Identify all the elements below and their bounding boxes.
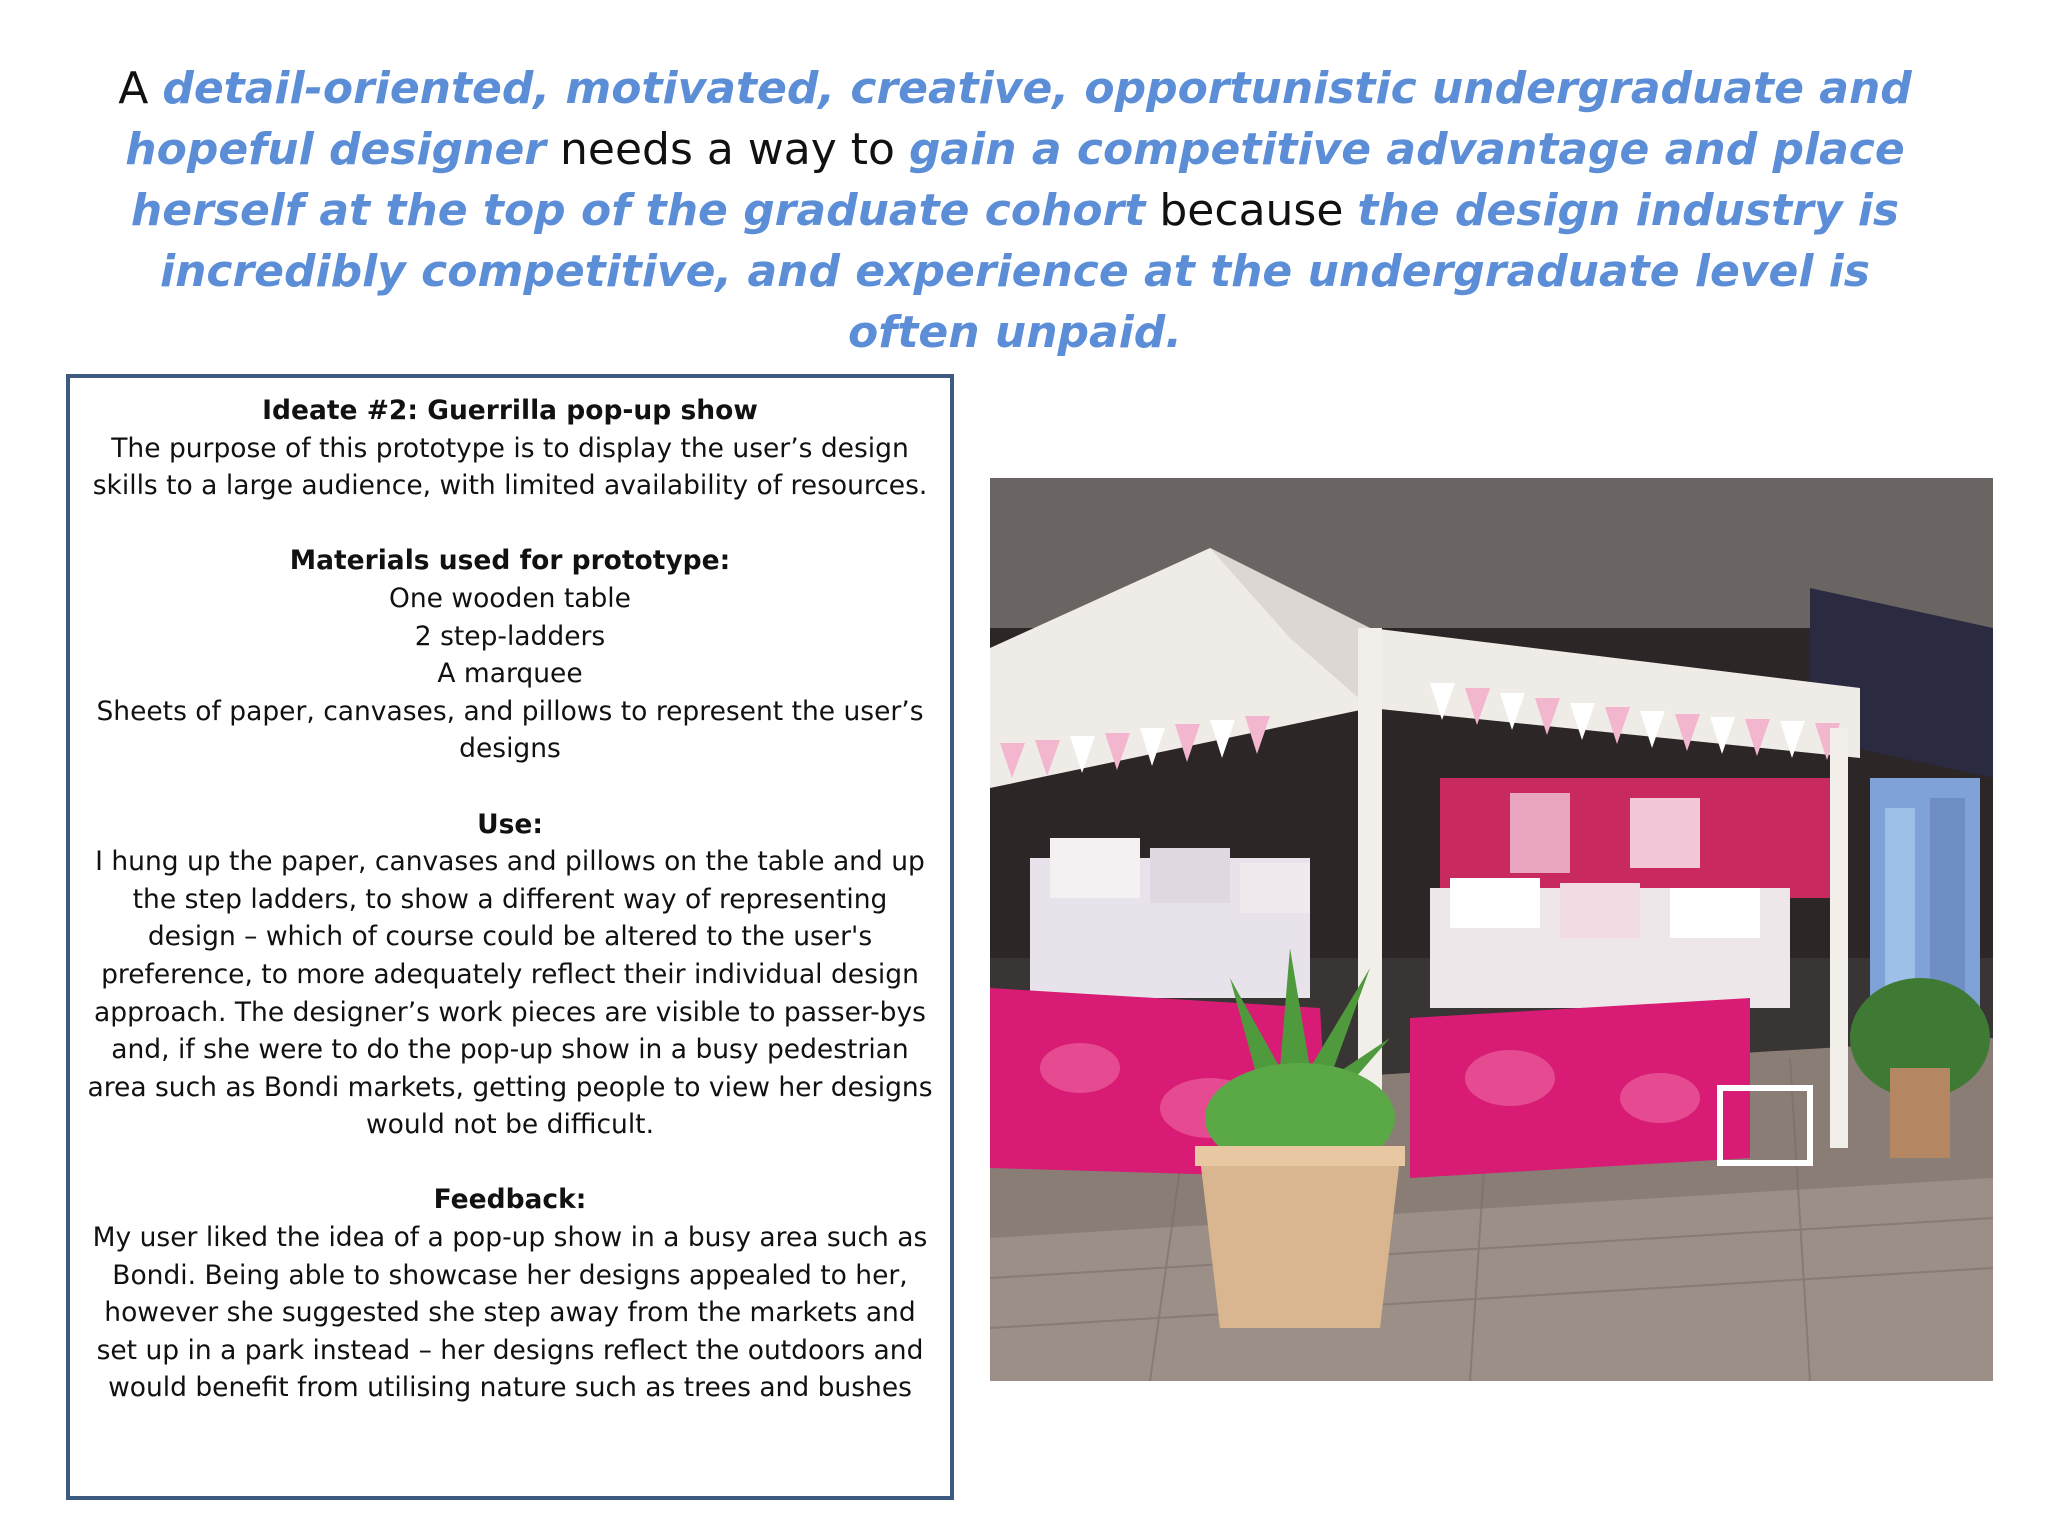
prototype-title: Ideate #2: Guerrilla pop-up show	[262, 395, 758, 426]
statement-insight: the design industry is incredibly competitive, and experience at the undergraduate level is often unpaid.	[159, 185, 1900, 358]
spacer	[86, 1144, 934, 1182]
statement-user: detail-oriented, motivated, creative, opportunistic undergraduate and hopeful designer	[125, 63, 1912, 175]
prototype-purpose: The purpose of this prototype is to display the user’s design skills to a large audience, with limited availability of resources.	[92, 432, 928, 502]
use-heading: Use:	[477, 808, 543, 840]
statement-needs-connector: needs a way to	[546, 124, 909, 175]
statement-need: gain a competitive advantage and place herself at the top of the graduate cohort	[130, 124, 1905, 236]
problem-statement	[90, 58, 1940, 363]
prototype-card-body	[86, 392, 934, 1407]
statement-because-connector: because	[1145, 185, 1358, 236]
spacer	[86, 505, 934, 543]
feedback-text: My user liked the idea of a pop-up show in a busy area such as Bondi. Being able to showcase her designs appealed to her, however she suggested she step away from the markets and set up in a park instead – her designs reflect the outdoors and would benefit from utilising nature such as trees and bushes	[92, 1222, 928, 1404]
material-item: One wooden table	[389, 582, 631, 614]
material-item: A marquee	[437, 658, 583, 690]
feedback-heading: Feedback:	[433, 1184, 587, 1216]
spacer	[86, 768, 934, 806]
prototype-card	[66, 374, 954, 1500]
market-stall-photo	[990, 478, 1993, 1381]
right-tablecloth	[1410, 998, 1750, 1178]
material-item: Sheets of paper, canvases, and pillows to represent the user’s designs	[96, 695, 924, 765]
use-text: I hung up the paper, canvases and pillows on the table and up the step ladders, to show a different way of representing design – which of course could be altered to the user's preference, to more adequately reflect their individual design approach. The designer’s work pieces are visible to passer-bys and, if she were to do the pop-up show in a busy pedestrian area such as Bondi markets, getting people to view her designs would not be difficult.	[87, 846, 933, 1141]
materials-heading: Materials used for prototype:	[289, 545, 731, 577]
tent-pole-right	[1830, 728, 1848, 1148]
statement-prefix: A	[118, 63, 163, 114]
material-item: 2 step-ladders	[414, 620, 606, 652]
